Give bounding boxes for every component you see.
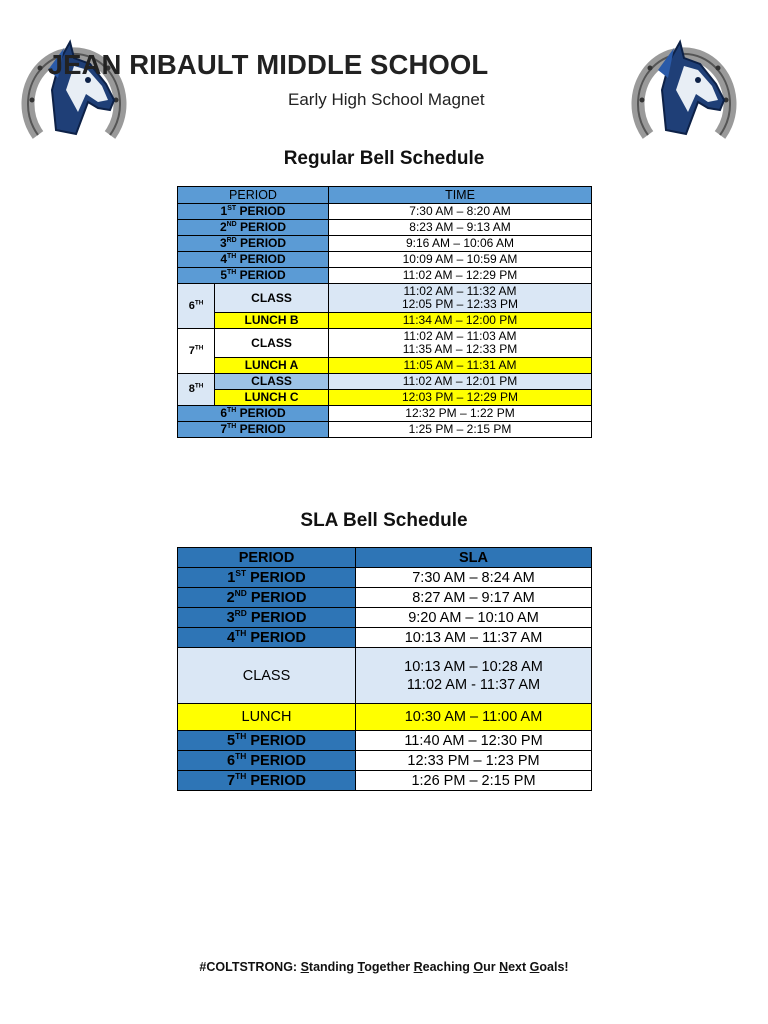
table-row: [178, 374, 592, 390]
sla-column-header: SLA: [356, 548, 592, 568]
period-label: 7TH PERIOD: [178, 422, 329, 438]
table-row: [178, 751, 592, 771]
lunch-label: LUNCH A: [215, 358, 329, 374]
sla-schedule-title: SLA Bell Schedule: [300, 510, 468, 531]
lunch-time: 11:34 AM – 12:00 PM: [329, 313, 592, 329]
class-label: CLASS: [215, 284, 329, 313]
period-label: 2ND PERIOD: [178, 220, 329, 236]
period-time: 9:16 AM – 10:06 AM: [329, 236, 592, 252]
period-time: 8:27 AM – 9:17 AM: [356, 588, 592, 608]
lunch-label: LUNCH B: [215, 313, 329, 329]
table-row: [178, 268, 592, 284]
lunch-time: 10:30 AM – 11:00 AM: [356, 704, 592, 731]
table-row: [178, 588, 592, 608]
class-label: CLASS: [215, 374, 329, 390]
table-row: [178, 704, 592, 731]
period-time: 9:20 AM – 10:10 AM: [356, 608, 592, 628]
period-label: 7TH PERIOD: [178, 771, 356, 791]
period-label: 3RD PERIOD: [178, 236, 329, 252]
table-row: [178, 390, 592, 406]
period-column-header: PERIOD: [178, 548, 356, 568]
table-row: [178, 422, 592, 438]
period-label: 6TH PERIOD: [178, 406, 329, 422]
class-time: 11:02 AM – 12:01 PM: [329, 374, 592, 390]
period-time: 12:33 PM – 1:23 PM: [356, 751, 592, 771]
table-row: [178, 771, 592, 791]
regular-schedule-title: Regular Bell Schedule: [283, 148, 485, 169]
table-row: [178, 284, 592, 313]
period-label: 3RD PERIOD: [178, 608, 356, 628]
regular-bell-schedule-table: [177, 186, 592, 438]
class-label: CLASS: [215, 329, 329, 358]
grade-6-label: 6TH: [178, 284, 215, 329]
grade-7-label: 7TH: [178, 329, 215, 374]
period-label: 4TH PERIOD: [178, 252, 329, 268]
period-label: 6TH PERIOD: [178, 751, 356, 771]
period-label: 5TH PERIOD: [178, 731, 356, 751]
period-time: 11:02 AM – 12:29 PM: [329, 268, 592, 284]
lunch-label: LUNCH C: [215, 390, 329, 406]
lunch-time: 11:05 AM – 11:31 AM: [329, 358, 592, 374]
table-row: [178, 220, 592, 236]
time-column-header: TIME: [329, 187, 592, 204]
period-time: 10:09 AM – 10:59 AM: [329, 252, 592, 268]
school-subtitle: Early High School Magnet: [288, 90, 485, 109]
school-name: JEAN RIBAULT MIDDLE SCHOOL: [47, 49, 489, 80]
table-row: [178, 628, 592, 648]
table-header-row: [178, 187, 592, 204]
period-time: 1:26 PM – 2:15 PM: [356, 771, 592, 791]
period-time: 7:30 AM – 8:20 AM: [329, 204, 592, 220]
table-row: [178, 648, 592, 704]
table-row: [178, 731, 592, 751]
period-time: 7:30 AM – 8:24 AM: [356, 568, 592, 588]
table-row: [178, 568, 592, 588]
colt-horseshoe-logo-icon: [628, 30, 740, 150]
class-time: 11:02 AM – 11:03 AM 11:35 AM – 12:33 PM: [329, 329, 592, 358]
colt-horseshoe-logo-icon: [18, 30, 130, 150]
table-row: [178, 608, 592, 628]
period-column-header: PERIOD: [178, 187, 329, 204]
table-row: [178, 204, 592, 220]
period-label: 5TH PERIOD: [178, 268, 329, 284]
period-time: 11:40 AM – 12:30 PM: [356, 731, 592, 751]
sla-bell-schedule-table: [177, 547, 592, 791]
table-row: [178, 329, 592, 358]
period-label: 1ST PERIOD: [178, 204, 329, 220]
lunch-label: LUNCH: [178, 704, 356, 731]
period-time: 10:13 AM – 11:37 AM: [356, 628, 592, 648]
footer-slogan: #COLTSTRONG: Standing Together Reaching Our Next Goals!: [199, 960, 569, 974]
period-label: 1ST PERIOD: [178, 568, 356, 588]
class-label: CLASS: [178, 648, 356, 704]
class-time: 11:02 AM – 11:32 AM 12:05 PM – 12:33 PM: [329, 284, 592, 313]
period-time: 1:25 PM – 2:15 PM: [329, 422, 592, 438]
table-row: [178, 406, 592, 422]
period-label: 4TH PERIOD: [178, 628, 356, 648]
period-time: 12:32 PM – 1:22 PM: [329, 406, 592, 422]
table-row: [178, 236, 592, 252]
lunch-time: 12:03 PM – 12:29 PM: [329, 390, 592, 406]
table-row: [178, 313, 592, 329]
table-header-row: [178, 548, 592, 568]
period-time: 8:23 AM – 9:13 AM: [329, 220, 592, 236]
table-row: [178, 358, 592, 374]
table-row: [178, 252, 592, 268]
class-time: 10:13 AM – 10:28 AM 11:02 AM - 11:37 AM: [356, 648, 592, 704]
grade-8-label: 8TH: [178, 374, 215, 406]
period-label: 2ND PERIOD: [178, 588, 356, 608]
